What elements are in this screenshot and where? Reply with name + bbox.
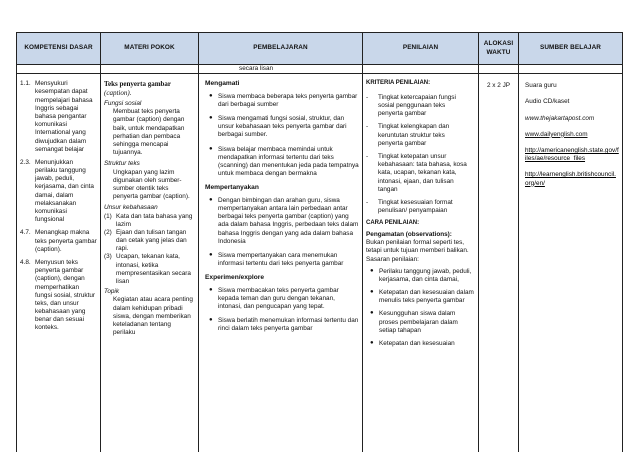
bullet-icon: ●: [370, 267, 374, 274]
list-item: (1) Kata dan tata bahasa yang lazim: [104, 212, 193, 228]
list-item: ● Kesungguhan siswa dalam proses pembelajaran dalam setiap tahapan: [370, 310, 458, 334]
bullet-icon: ●: [209, 145, 213, 152]
kd-item: 4.8. Menyusun teks penyerta gambar (caption), dengan memperhatikan fungsi sosial, struktur teks, dan unsur kebahasaan yang benar dan sesuai konteks.: [20, 258, 96, 332]
bullet-icon: ●: [370, 289, 374, 296]
kd-item: 4.7. Menangkap makna teks penyerta gambar (caption).: [20, 229, 97, 253]
kd-item: 1.1. Mensyukuri kesempatan dapat mempelajari bahasa Inggris sebagai bahasa pengantar komunikasi International yang diwujudkan dalam semangat belajar: [20, 80, 93, 153]
syllabus-table: [16, 32, 623, 452]
list-item: ● Dengan bimbingan dan arahan guru, siswa mempertanyakan antara lain perbedaan antar berbagai teks penyerta gambar (caption) yang ada dalam bahasa Inggris, perbedaan teks dalam bahasa Inggris dengan yang ada dalam bahasa Indonesia: [209, 196, 359, 245]
sumber-item: Audio CD/kaset: [525, 98, 570, 106]
header-materi: MATERI POKOK: [101, 33, 199, 65]
bullet-icon: ●: [209, 286, 213, 293]
materi-title: Teks penyerta gambar (caption).: [104, 80, 172, 98]
list-item: ● Siswa membacakan teks penyerta gambar kepada teman dan guru dengan tekanan, intonasi, dan pengucapan yang tepat.: [209, 286, 339, 311]
penilaian-cell: [363, 74, 479, 452]
list-item: (3) Ucapan, tekanan kata, intonasi, ketika mempresentasikan secara lisan: [104, 253, 191, 286]
list-item: (2) Ejaan dan tulisan tangan dan cetak yang jelas dan rapi.: [104, 228, 187, 253]
bullet-icon: ●: [209, 92, 213, 99]
bullet-icon: ●: [209, 317, 213, 324]
list-item: - Tingkat ketercapaian fungsi sosial penggunaan teks penyerta gambar: [366, 93, 456, 118]
observasi-text: Bukan penilaian formal seperti tes, tetapi untuk tujuan memberi balikan. Sasaran penilaian:: [366, 239, 469, 263]
list-item: ● Siswa belajar membaca memindai untuk mendapatkan informasi tertentu dari teks (scanning) dan menentukan jeda pada tempatnya untuk membaca dengan bermakna: [209, 145, 359, 178]
list-item: - Tingkat ketepatan unsur kebahasaan: tata bahasa, kosa kata, ucapan, tekanan kata, intonasi, ejaan, dan tulisan tangan: [366, 152, 467, 193]
menanya-heading: Mempertanyakan: [205, 184, 259, 192]
bullet-icon: ●: [209, 196, 213, 203]
alokasi-value: 2 x 2 JP: [486, 82, 511, 90]
continuation-row: [17, 65, 623, 74]
header-alokasi: ALOKASI WAKTU: [479, 33, 519, 65]
list-item: ● Siswa membaca beberapa teks penyerta gambar dari berbagai sumber: [209, 92, 358, 108]
content-row: [17, 74, 623, 452]
continuation-text: secara lisan: [199, 65, 363, 74]
list-item: ● Perilaku tanggung jawab, peduli, kerjasama, dan cinta damai,: [370, 267, 472, 283]
sumber-item: Suara guru: [525, 82, 557, 90]
header-pembelajaran: PEMBELAJARAN: [199, 33, 363, 65]
struktur-text: Ungkapan yang lazim digunakan oleh sumber-sumber otentik teks penyerta gambar (caption).: [113, 168, 190, 201]
header-kompetensi: KOMPETENSI DASAR: [17, 33, 101, 65]
fungsi-label: Fungsi sosial: [104, 100, 142, 108]
unsur-label: Unsur kebahasaan: [104, 204, 158, 212]
sumber-cell: [519, 74, 623, 452]
header-sumber: SUMBER BELAJAR: [519, 33, 623, 65]
list-item: - Tingkat kesesuaian format penulisan/ penyampaian: [366, 198, 453, 215]
kd-item: 2.3. Menunjukkan perilaku tanggung jawab, peduli, kerjasama, dan cinta damai, dalam melaksanakan komunikasi fungsional: [20, 158, 94, 224]
bullet-icon: ●: [209, 251, 213, 258]
mengamati-heading: Mengamati: [205, 80, 240, 88]
header-row: [17, 33, 623, 65]
list-item: ● Siswa mengamati fungsi sosial, struktur, dan unsur kebahasaan teks penyerta gambar dari berbagai sumber.: [209, 115, 347, 139]
struktur-label: Struktur teks: [104, 160, 140, 168]
sumber-item: www.dailyenglish.com: [525, 130, 588, 138]
list-item: ● Ketepatan dan kesesuaian: [370, 340, 455, 348]
fungsi-text: Membuat teks penyerta gambar (caption) dengan baik, untuk mendapatkan perhatian dan pembaca sehingga mencapai tujuannya.: [113, 108, 185, 157]
bullet-icon: ●: [209, 115, 213, 121]
sumber-link[interactable]: http://learnenglish.britishcouncil.org/en/: [525, 171, 616, 187]
kompetensi-cell: [17, 74, 101, 452]
alokasi-cell: [479, 74, 519, 452]
bullet-icon: ●: [370, 310, 374, 317]
sumber-item: www.thejakartapost.com: [525, 114, 595, 122]
header-penilaian: PENILAIAN: [363, 33, 479, 65]
unsur-list: [104, 213, 195, 287]
sumber-link[interactable]: http://americanenglish.state.gov/files/ae/resource_files: [525, 146, 619, 163]
list-item: ● Siswa mempertanyakan cara menemukan informasi tertentu dari teks penyerta gambar: [209, 251, 344, 268]
topik-label: Topik: [104, 288, 120, 296]
list-item: ● Ketepatan dan kesesuaian dalam menulis teks penyerta gambar: [370, 289, 474, 305]
kriteria-heading: KRITERIA PENILAIAN:: [366, 80, 431, 87]
topik-text: Kegiatan atau acara penting dalam kehidupan pribadi siswa, dengan memberikan keteladanan tentang perilaku: [113, 296, 193, 337]
bullet-icon: ●: [370, 340, 374, 347]
list-item: - Tingkat kelengkapan dan keruntutan struktur teks penyerta gambar: [366, 123, 450, 147]
cara-heading: CARA PENILAIAN:: [366, 220, 420, 227]
observasi-heading: Pengamatan (observations):: [366, 230, 452, 238]
eksperimen-heading: Experimen/explore: [205, 274, 265, 282]
materi-cell: [101, 74, 199, 452]
pembelajaran-cell: [199, 74, 363, 452]
list-item: ● Siswa berlatih menemukan informasi tertentu dan rinci dalam teks penyerta gambar: [209, 317, 359, 333]
